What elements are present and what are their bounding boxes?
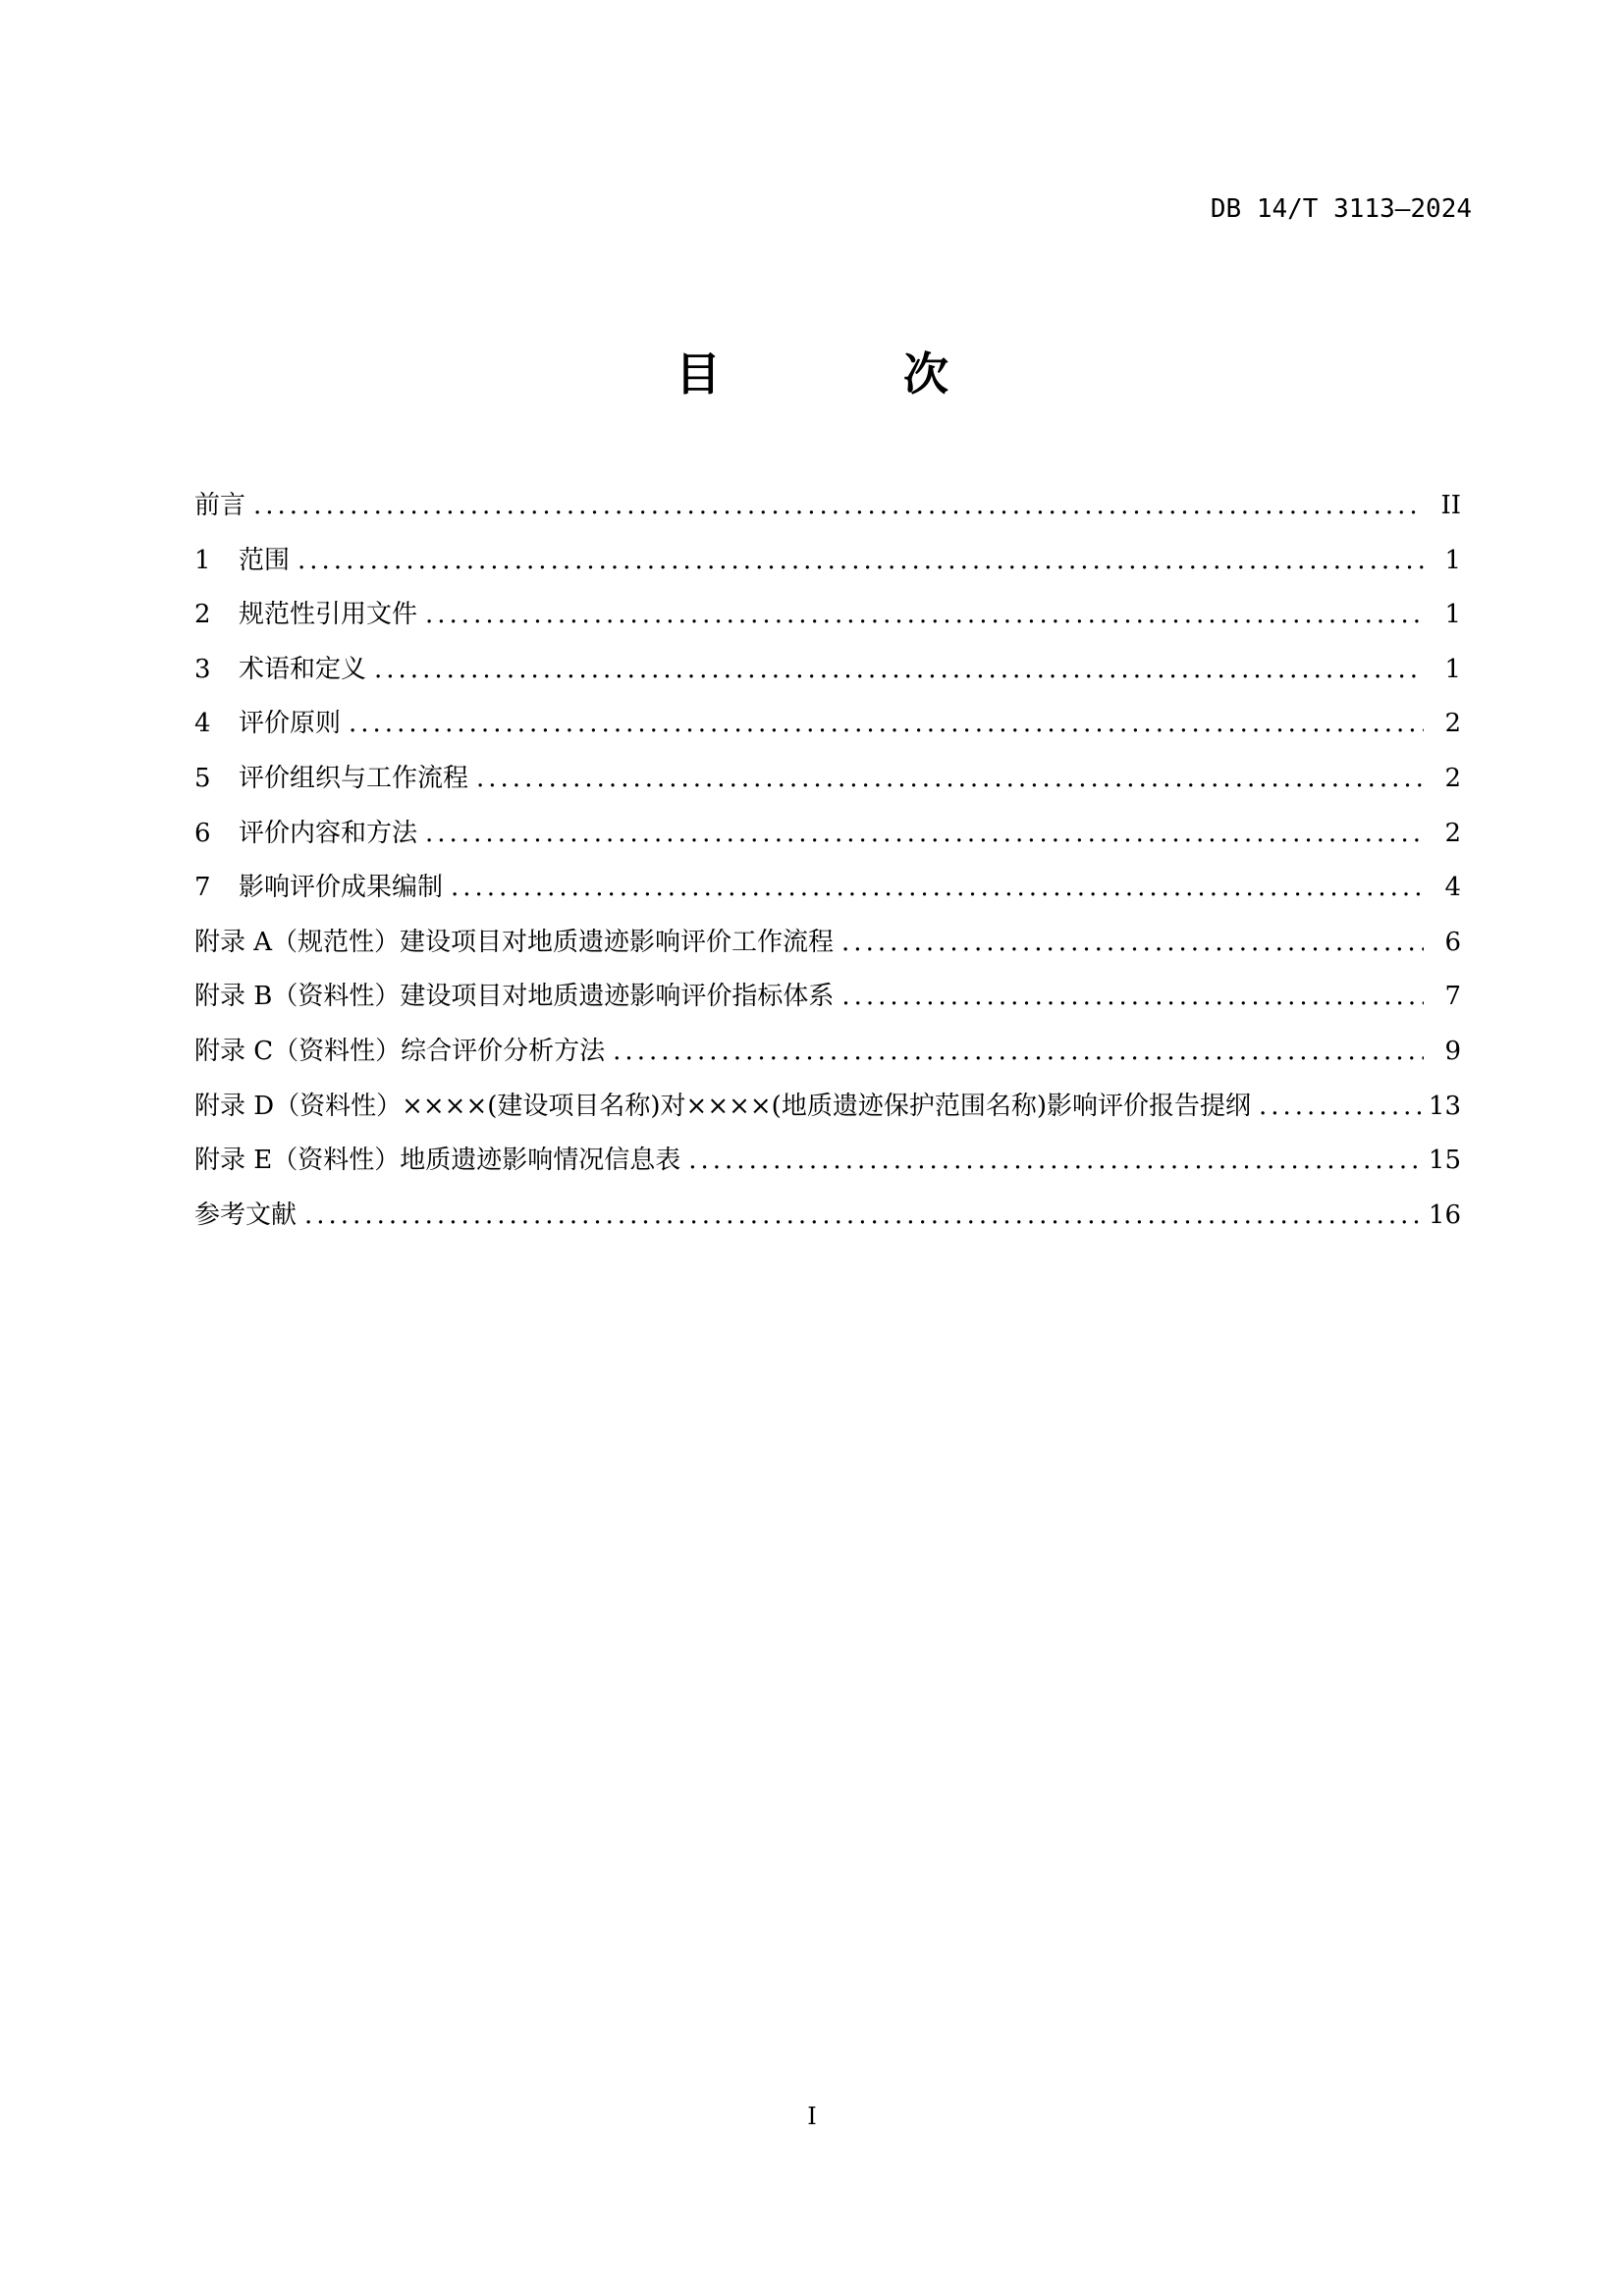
toc-entry-page: 7 [1444,982,1461,1012]
toc-entry-5[interactable] [194,762,1461,817]
toc-entry-appendix-b[interactable] [194,980,1461,1035]
toc-entry-number: 4 [194,709,211,739]
toc-leader-dots [349,707,1424,740]
toc-entry-4[interactable] [194,707,1461,762]
toc-leader-dots [374,653,1424,686]
toc-entry-page: 6 [1444,927,1461,957]
toc-entry-label: 附录 C（资料性）综合评价分析方法 [194,1036,606,1066]
toc-leader-dots [841,980,1424,1013]
toc-entry-appendix-d[interactable] [194,1090,1461,1145]
toc-leader-dots [451,871,1424,904]
toc-entry-references[interactable] [194,1199,1461,1254]
toc-entry-label: 附录 B（资料性）建设项目对地质遗迹影响评价指标体系 [194,982,835,1012]
toc-entry-label: 附录 A（规范性）建设项目对地质遗迹影响评价工作流程 [194,927,835,957]
toc-entry-label: 评价组织与工作流程 [239,763,469,793]
toc-entry-page: 1 [1444,545,1461,575]
toc-entry-label: 附录 D（资料性）××××(建设项目名称)对××××(地质遗迹保护范围名称)影响评价报告提纲 [194,1091,1251,1121]
table-of-contents [194,489,1461,1253]
toc-entry-1[interactable] [194,544,1461,599]
toc-entry-number: 5 [194,763,211,793]
toc-entry-number: 1 [194,545,211,575]
toc-entry-label: 规范性引用文件 [239,600,418,630]
toc-entry-label: 术语和定义 [239,654,367,684]
toc-entry-label: 前言 [194,491,246,520]
toc-entry-appendix-c[interactable] [194,1035,1461,1090]
toc-leader-dots [425,817,1424,850]
toc-entry-page: 1 [1444,654,1461,684]
toc-entry-number: 7 [194,873,211,903]
toc-entry-7[interactable] [194,871,1461,926]
toc-entry-page: 13 [1428,1091,1461,1121]
toc-entry-page: 2 [1444,763,1461,793]
toc-entry-label: 评价内容和方法 [239,818,418,848]
toc-entry-3[interactable] [194,653,1461,708]
toc-entry-appendix-e[interactable] [194,1144,1461,1199]
toc-entry-appendix-a[interactable] [194,926,1461,981]
toc-entry-label: 范围 [239,545,291,575]
toc-leader-dots [1259,1090,1421,1123]
toc-entry-foreword[interactable] [194,489,1461,544]
toc-entry-page: 4 [1444,873,1461,903]
toc-entry-number: 3 [194,654,211,684]
toc-entry-number: 2 [194,600,211,630]
toc-entry-page: II [1440,491,1461,520]
toc-entry-page: 16 [1428,1200,1461,1230]
toc-leader-dots [298,544,1424,577]
page-number: I [807,2103,817,2130]
toc-entry-label: 附录 E（资料性）地质遗迹影响情况信息表 [194,1146,681,1176]
toc-entry-label: 参考文献 [194,1200,298,1230]
toc-entry-label: 影响评价成果编制 [239,873,444,903]
toc-title: 目 次 [676,347,1017,400]
toc-entry-page: 15 [1428,1146,1461,1176]
document-code: DB 14/T 3113—2024 [1210,194,1472,224]
toc-leader-dots [304,1199,1421,1232]
toc-entry-label: 评价原则 [239,709,342,739]
toc-leader-dots [688,1144,1421,1177]
toc-leader-dots [253,489,1424,522]
toc-leader-dots [476,762,1424,795]
toc-leader-dots [613,1035,1424,1068]
toc-entry-number: 6 [194,818,211,848]
toc-entry-page: 9 [1444,1036,1461,1066]
toc-leader-dots [841,926,1424,959]
toc-entry-page: 1 [1444,600,1461,630]
toc-entry-6[interactable] [194,817,1461,872]
toc-entry-page: 2 [1444,818,1461,848]
toc-leader-dots [425,598,1424,631]
toc-entry-2[interactable] [194,598,1461,653]
toc-entry-page: 2 [1444,709,1461,739]
